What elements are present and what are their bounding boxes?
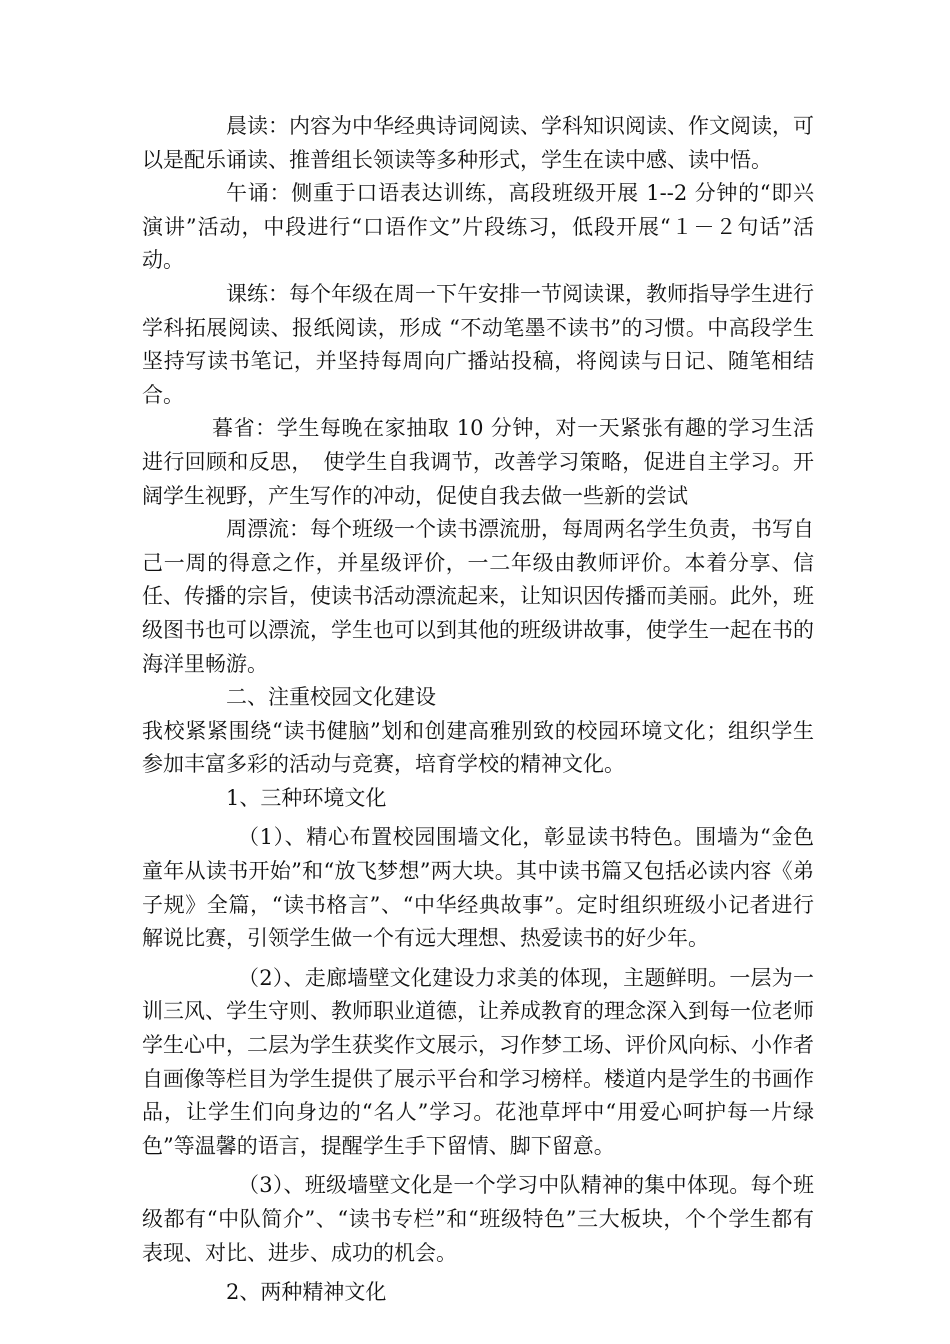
paragraph-campus-culture-intro: 我校紧紧围绕“读书健脑”划和创建高雅别致的校园环境文化；组织学生参加丰富多彩的活动与竞赛，培育学校的精神文化。 (142, 718, 814, 777)
paragraph-corridor-culture: （2）、走廊墙壁文化建设力求美的体现，主题鲜明。一层为一训三风、学生守则、教师职业道德，让养成教育的理念深入到每一位老师学生心中，二层为学生获奖作文展示，习作梦工场、评价风向标、小作者自画像等栏目为学生提供了展示平台和学习榜样。楼道内是学生的书画作品，让学生们向身边的“名人”学习。花池草坪中“用爱心呵护每一片绿色”等温馨的语言，提醒学生手下留情、脚下留意。 (142, 965, 814, 1158)
paragraph-class-practice: 课练：每个年级在周一下午安排一节阅读课，教师指导学生进行学科拓展阅读、报纸阅读，形成 “不动笔墨不读书”的习惯。中高段学生坚持写读书笔记，并坚持每周向广播站投稿，将阅读与日记、随笔相结合。 (142, 281, 814, 407)
document-body (142, 110, 814, 1310)
paragraph-noon-recitation: 午诵：侧重于口语表达训练，高段班级开展 1--2 分钟的“即兴演讲”活动，中段进行“口语作文”片段练习，低段开展“１－２句话”活动。 (142, 181, 814, 273)
paragraph-weekly-drift: 周漂流：每个班级一个读书漂流册，每周两名学生负责，书写自己一周的得意之作，并星级评价，一二年级由教师评价。本着分享、信任、传播的宗旨，使读书活动漂流起来，让知识因传播而美丽。此外，班级图书也可以漂流，学生也可以到其他的班级讲故事，使学生一起在书的海洋里畅游。 (142, 517, 814, 676)
paragraph-evening-reflection: 暮省：学生每晚在家抽取 10 分钟，对一天紧张有趣的学习生活进行回顾和反思， 使学生自我调节，改善学习策略，促进自主学习。开阔学生视野，产生写作的冲动，促使自我去做一些新的尝试 (142, 416, 814, 508)
paragraph-wall-culture: （1）、精心布置校园围墙文化，彰显读书特色。围墙为“金色童年从读书开始”和“放飞梦想”两大块。其中读书篇又包括必读内容《弟子规》全篇，“读书格言”、“中华经典故事”。定时组织班级小记者进行解说比赛，引领学生做一个有远大理想、热爱读书的好少年。 (142, 825, 814, 951)
section-heading-campus-culture: 二、注重校园文化建设 (226, 685, 436, 710)
subheading-two-spirit-cultures: 2、两种精神文化 (226, 1280, 387, 1305)
subheading-three-environment-cultures: 1、三种环境文化 (226, 785, 387, 810)
paragraph-morning-reading: 晨读：内容为中华经典诗词阅读、学科知识阅读、作文阅读，可以是配乐诵读、推普组长领读等多种形式，学生在读中感、读中悟。 (142, 114, 814, 172)
paragraph-class-wall-culture: （3）、班级墙壁文化是一个学习中队精神的集中体现。每个班级都有“中队简介”、“读书专栏”和“班级特色”三大板块，个个学生都有表现、对比、进步、成功的机会。 (142, 1173, 814, 1265)
